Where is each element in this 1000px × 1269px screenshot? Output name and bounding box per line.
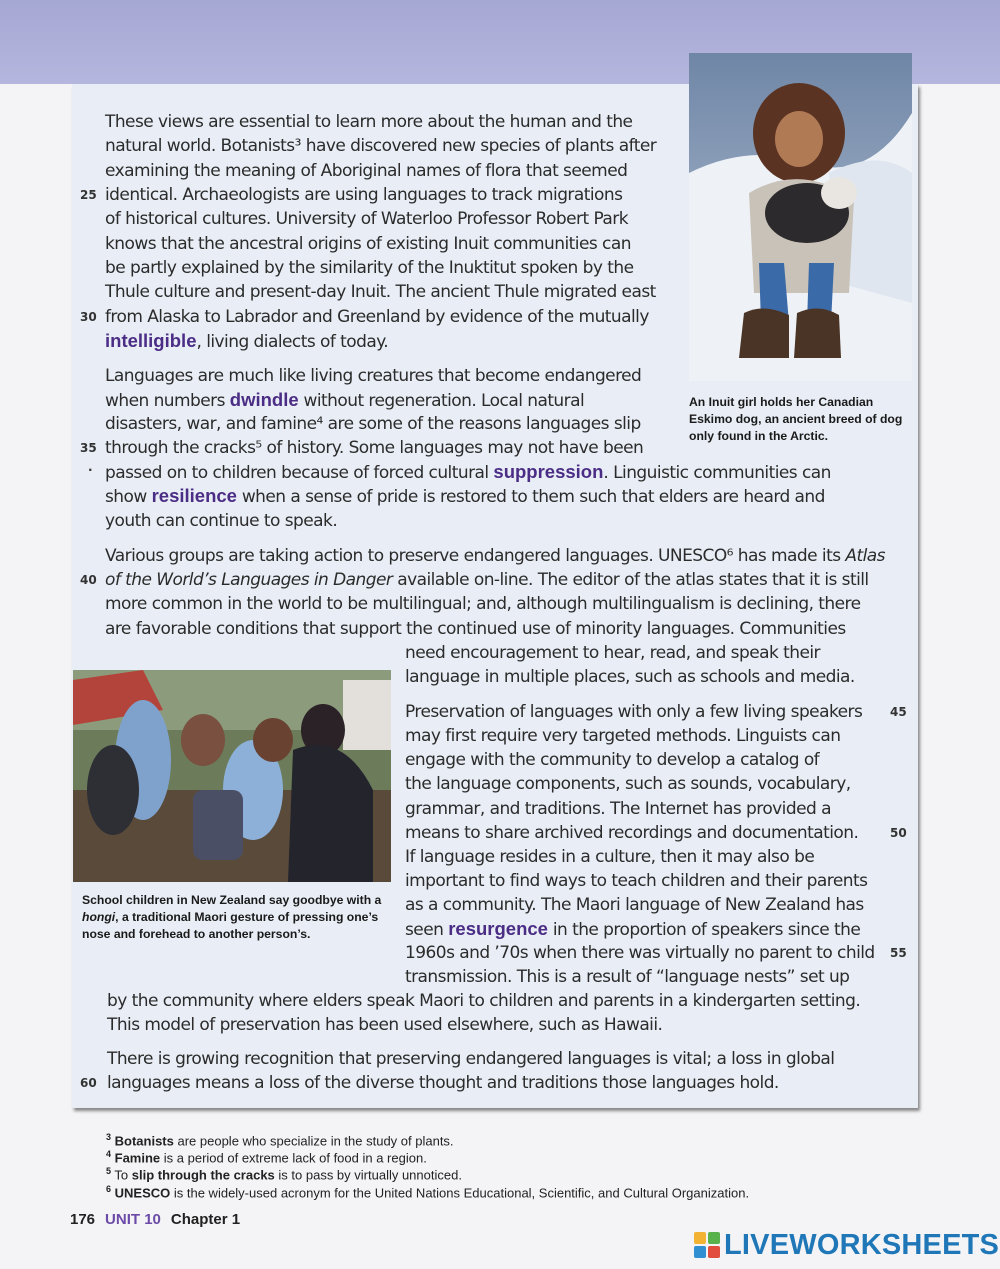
text-line: of historical cultures. University of Waterloo Professor Robert Park	[105, 209, 628, 229]
liveworksheets-brand[interactable]	[694, 1228, 1000, 1262]
vocab-dwindle[interactable]: dwindle	[229, 389, 299, 410]
text-line: identical. Archaeologists are using languages to track migrations	[105, 185, 623, 205]
page-footer	[70, 1211, 240, 1228]
vocab-intelligible[interactable]: intelligible	[105, 330, 197, 351]
text-line: intelligible, living dialects of today.	[105, 330, 389, 352]
text-line: Preservation of languages with only a few living speakers	[405, 702, 863, 722]
text-line: Languages are much like living creatures that become endangered	[105, 366, 642, 386]
footnote: $^4$ Famine is a period of extreme lack of food in a region.	[106, 1149, 427, 1166]
unit-label: UNIT 10	[105, 1211, 161, 1228]
text-line: Thule culture and present-day Inuit. The ancient Thule migrated east	[105, 282, 656, 302]
text-line: from Alaska to Labrador and Greenland by evidence of the mutually	[105, 307, 649, 327]
school-children-photo	[73, 670, 391, 882]
text-line: transmission. This is a result of “language nests” set up	[405, 967, 850, 987]
text-line: may first require very targeted methods. Linguists can	[405, 726, 841, 746]
text-line: need encouragement to hear, read, and speak their	[405, 643, 820, 663]
text-line: engage with the community to develop a catalog of	[405, 750, 820, 770]
chapter-label: Chapter 1	[170, 1211, 241, 1228]
line-number: 45	[890, 705, 907, 719]
text-line: seen resurgence in the proportion of speakers since the	[405, 918, 861, 940]
text-line: of the World’s Languages in Danger available on-line. The editor of the atlas states that it is still	[105, 570, 869, 590]
text-line: passed on to children because of forced cultural suppression. Linguistic communities can	[105, 461, 831, 483]
text-line: languages means a loss of the diverse thought and traditions those languages hold.	[107, 1073, 779, 1093]
text-line: through the cracks⁵ of history. Some languages may not have been	[105, 438, 644, 458]
line-number: 25	[80, 188, 97, 202]
text-line: 1960s and ’70s when there was virtually no parent to child	[405, 943, 875, 963]
text-line: language in multiple places, such as schools and media.	[405, 667, 855, 687]
text-line: as a community. The Maori language of New Zealand has	[405, 895, 864, 915]
line-number: 30	[80, 310, 97, 324]
text-line: natural world. Botanists³ have discovered new species of plants after	[105, 136, 657, 156]
line-number: 40	[80, 573, 97, 587]
text-line: the language components, such as sounds, vocabulary,	[405, 774, 851, 794]
line-number: ·	[88, 463, 93, 477]
text-line: There is growing recognition that preserving endangered languages is vital; a loss in global	[107, 1049, 835, 1069]
text-line: means to share archived recordings and documentation.	[405, 823, 859, 843]
text-line: disasters, war, and famine⁴ are some of the reasons languages slip	[105, 414, 641, 434]
line-number: 60	[80, 1076, 97, 1090]
vocab-resilience[interactable]: resilience	[151, 485, 237, 506]
footnote: $^3$ Botanists are people who specialize in the study of plants.	[106, 1132, 454, 1149]
footnote: $^5$ To slip through the cracks is to pass by virtually unnoticed.	[106, 1166, 462, 1183]
line-number: 55	[890, 946, 907, 960]
text-line: when numbers dwindle without regeneration. Local natural	[105, 389, 585, 411]
text-line: youth can continue to speak.	[105, 511, 338, 531]
school-children-caption: School children in New Zealand say goodbye with a hongi, a traditional Maori gesture of pressing one’s nose and forehead to another person’s.	[82, 893, 382, 941]
inuit-girl-photo	[689, 53, 912, 381]
text-line: These views are essential to learn more about the human and the	[105, 112, 633, 132]
page-number: 176	[70, 1211, 96, 1228]
brand-name: LIVEWORKSHEETS	[724, 1228, 1000, 1261]
footnote: $^6$ UNESCO is the widely-used acronym for the United Nations Educational, Scientific, and Cultural Organization.	[106, 1184, 750, 1201]
text-line: by the community where elders speak Maori to children and parents in a kindergarten setting.	[107, 991, 861, 1011]
text-line: more common in the world to be multilingual; and, although multilingualism is declining, there	[105, 594, 861, 614]
text-line: If language resides in a culture, then it may also be	[405, 847, 815, 867]
line-number: 35	[80, 441, 97, 455]
inuit-photo-caption: An Inuit girl holds her Canadian Eskimo dog, an ancient breed of dog only found in the Arctic.	[689, 395, 903, 443]
text-line: Various groups are taking action to preserve endangered languages. UNESCO⁶ has made its Atlas	[105, 546, 885, 566]
text-line: knows that the ancestral origins of existing Inuit communities can	[105, 234, 631, 254]
text-line: are favorable conditions that support the continued use of minority languages. Communities	[105, 619, 846, 639]
text-line: examining the meaning of Aboriginal names of flora that seemed	[105, 161, 628, 181]
vocab-resurgence[interactable]: resurgence	[448, 918, 548, 939]
vocab-suppression[interactable]: suppression	[493, 461, 604, 482]
text-line: This model of preservation has been used elsewhere, such as Hawaii.	[107, 1015, 663, 1035]
line-number: 50	[890, 826, 907, 840]
text-line: be partly explained by the similarity of the Inuktitut spoken by the	[105, 258, 634, 278]
liveworksheets-logo-icon	[694, 1232, 720, 1258]
text-line: important to find ways to teach children and their parents	[405, 871, 868, 891]
text-line: grammar, and traditions. The Internet has provided a	[405, 799, 831, 819]
text-line: show resilience when a sense of pride is restored to them such that elders are heard and	[105, 485, 825, 507]
